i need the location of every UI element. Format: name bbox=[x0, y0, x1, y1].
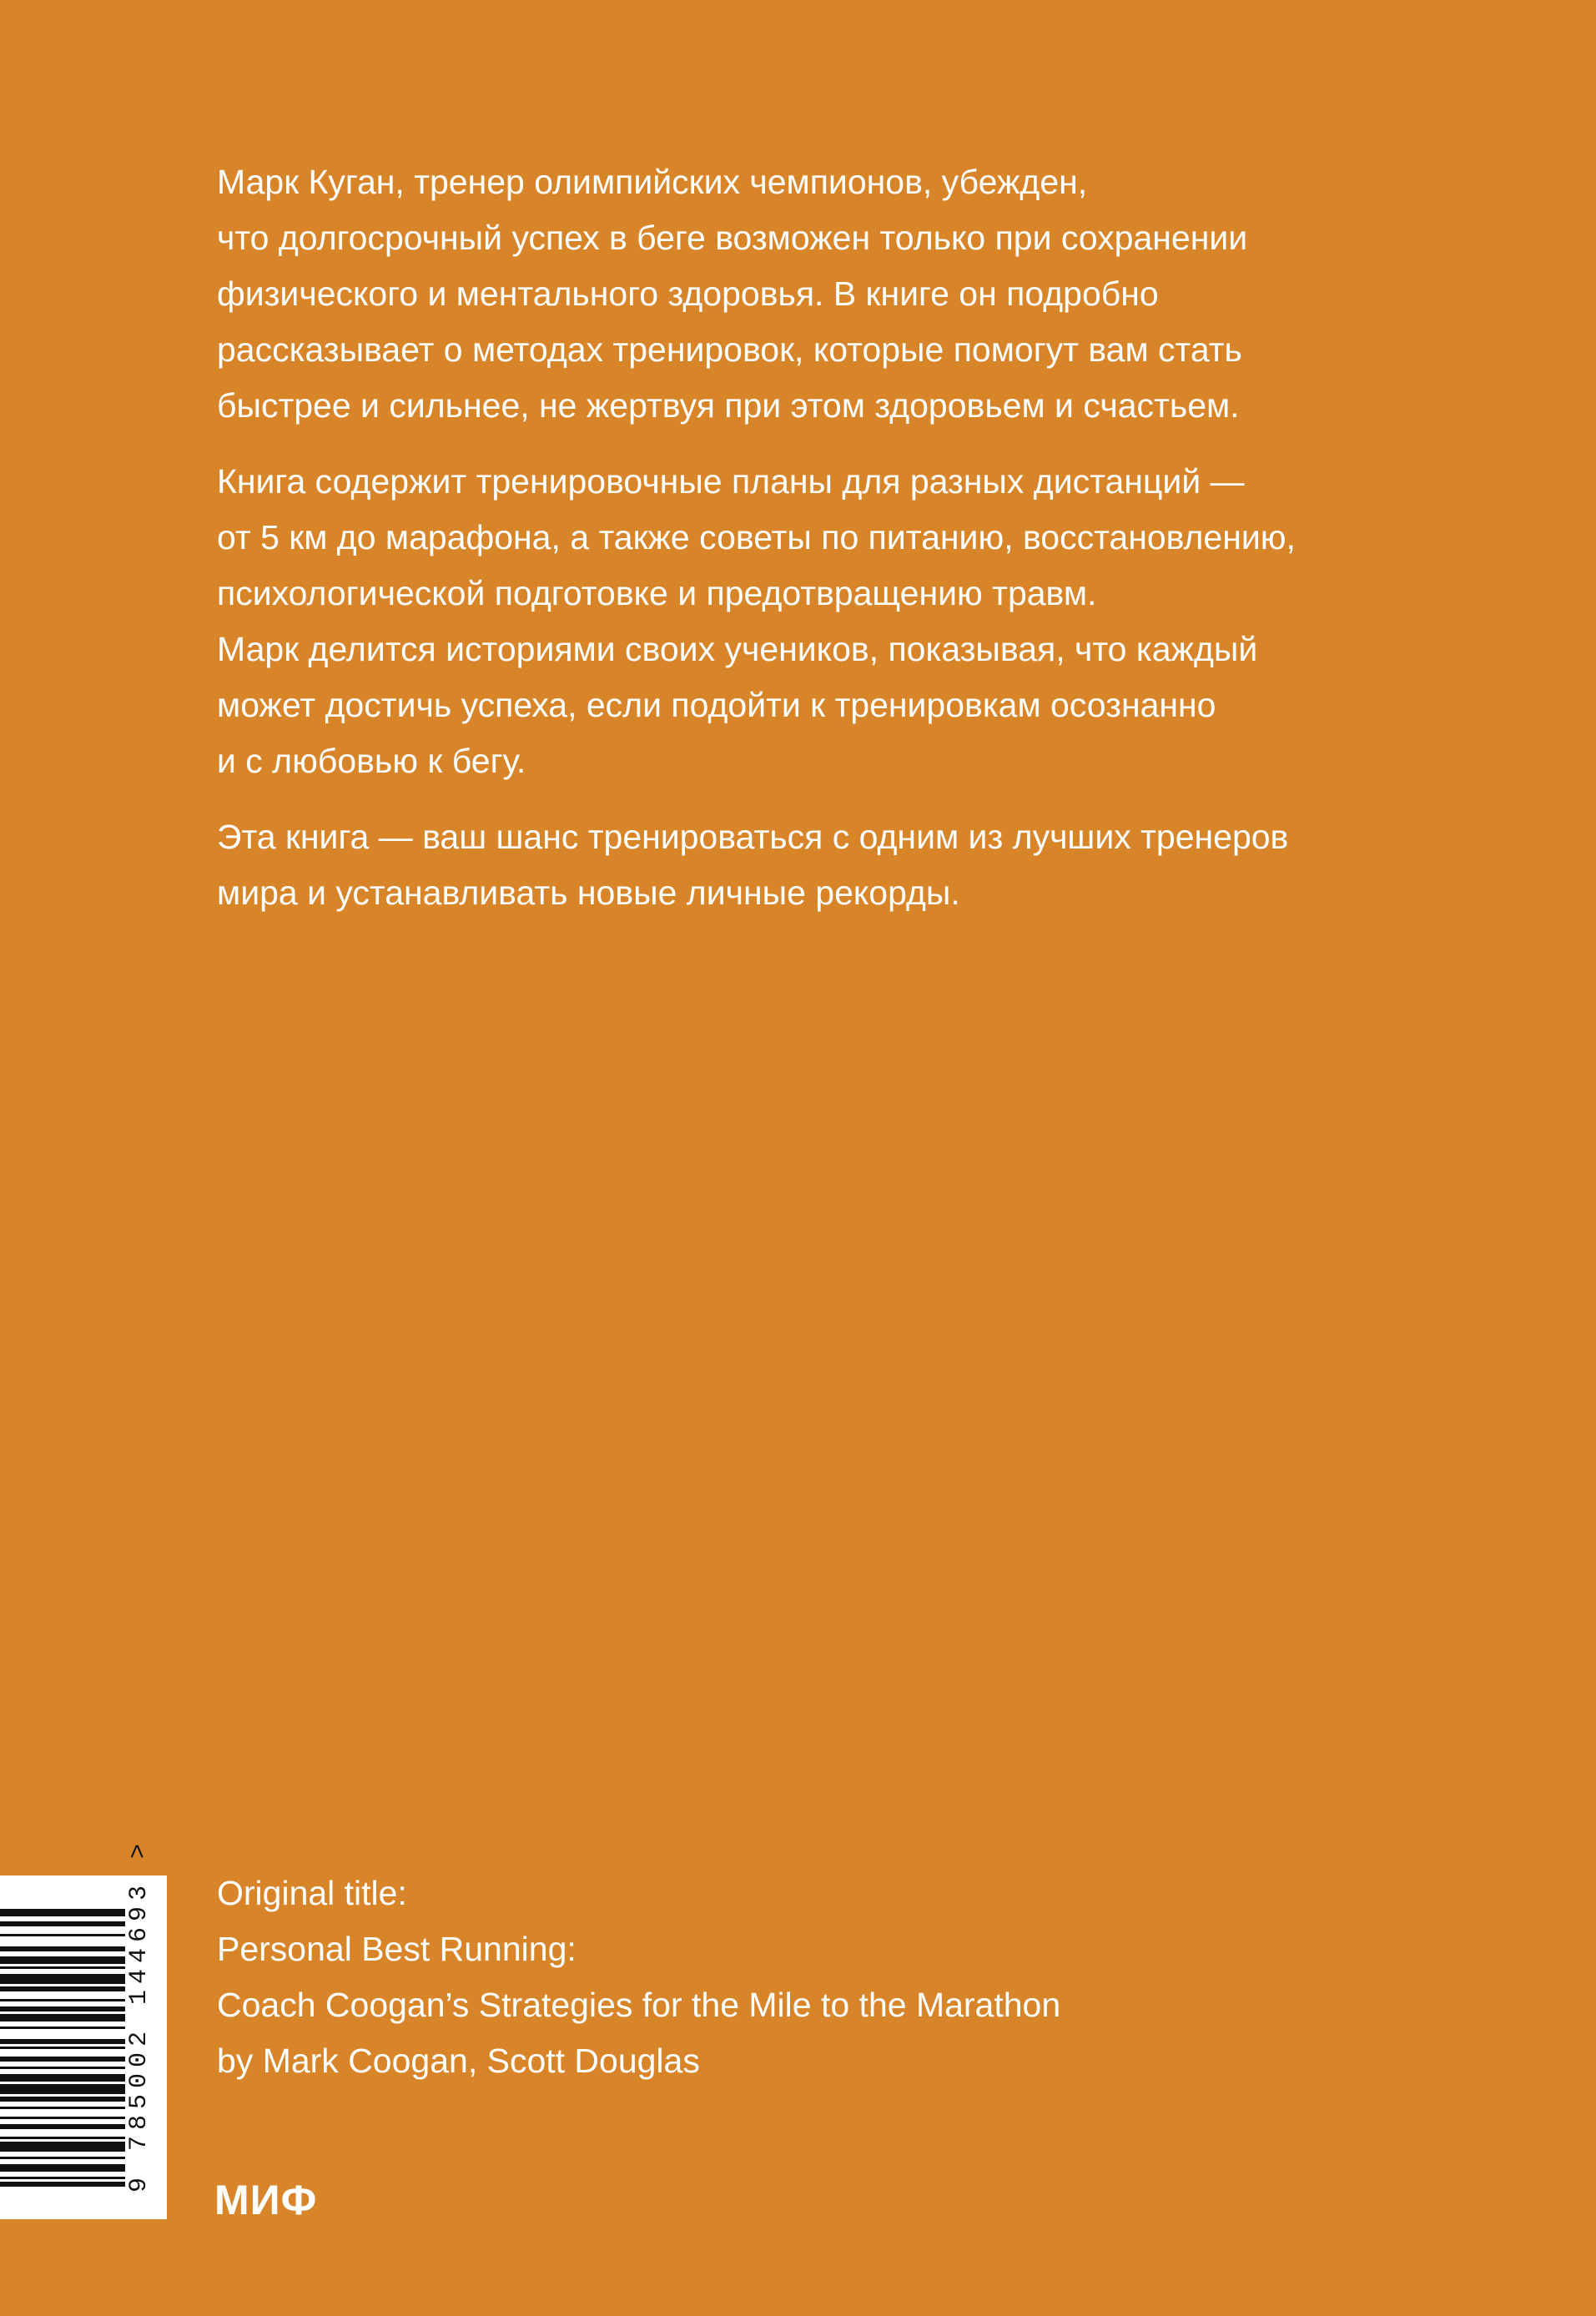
barcode-bar bbox=[0, 2057, 125, 2062]
original-title-line-2: Coach Coogan’s Strategies for the Mile to the Marathon bbox=[217, 1986, 1061, 2024]
original-title-label: Original title: bbox=[217, 1874, 407, 1912]
original-title-line-1: Personal Best Running: bbox=[217, 1930, 576, 1968]
barcode-bar bbox=[0, 1986, 125, 1991]
barcode-bar bbox=[0, 2084, 125, 2094]
book-description bbox=[217, 154, 1502, 941]
barcode-bar bbox=[0, 2117, 125, 2119]
barcode-digits: 9 785002 144693 > bbox=[125, 1837, 154, 2193]
barcode-bar bbox=[0, 2107, 125, 2109]
barcode-bar bbox=[0, 2182, 125, 2187]
description-paragraph-1: Марк Куган, тренер олимпийских чемпионов, убежден, что долгосрочный успех в беге возможен только при сохранении физического и ментального здоровья. В книге он подробно рассказывает о методах тренировок, которые помогут вам стать быстрее и сильнее, не жертвуя при этом здоровьем и счастьем. bbox=[217, 163, 1248, 425]
barcode-bar bbox=[0, 2006, 125, 2011]
barcode-bar bbox=[0, 1956, 125, 1964]
description-paragraph-3: Эта книга — ваш шанс тренироваться с одним из лучших тренеров мира и устанавливать новые личные рекорды. bbox=[217, 818, 1289, 912]
description-paragraph-2: Книга содержит тренировочные планы для разных дистанций — от 5 км до марафона, а также советы по питанию, восстановлению, психологической подготовке и предотвращению травм. Марк делится историями своих учеников, показывая, что каждый может достичь успеха, если подойти к тренировкам осознанно и с любовью к бегу. bbox=[217, 462, 1296, 780]
publisher-logo: МИФ bbox=[214, 2177, 318, 2223]
barcode-bar bbox=[0, 2157, 125, 2159]
barcode-bar bbox=[0, 2142, 125, 2152]
barcode-bar bbox=[0, 2067, 125, 2069]
barcode-bar bbox=[0, 1974, 125, 1984]
barcode-bar bbox=[0, 2177, 125, 2179]
original-authors: by Mark Coogan, Scott Douglas bbox=[217, 2042, 700, 2080]
barcode-bar bbox=[0, 1946, 125, 1951]
barcode-bar bbox=[0, 1909, 125, 1916]
barcode-bar bbox=[0, 2137, 125, 2139]
barcode-bar bbox=[0, 2047, 125, 2049]
barcode-bar bbox=[0, 1966, 125, 1969]
barcode-bar bbox=[0, 2164, 125, 2172]
original-title-block bbox=[217, 1865, 1468, 2089]
barcode-bar bbox=[0, 1999, 125, 2001]
barcode-bar bbox=[0, 2014, 125, 2021]
barcode-bar bbox=[0, 1934, 125, 1936]
barcode-bar bbox=[0, 2026, 125, 2029]
barcode-bar bbox=[0, 2039, 125, 2044]
barcode-bar bbox=[0, 2074, 125, 2082]
barcode-bar bbox=[0, 2124, 125, 2129]
barcode-bar bbox=[0, 1921, 125, 1926]
barcode-bar bbox=[0, 2097, 125, 2102]
